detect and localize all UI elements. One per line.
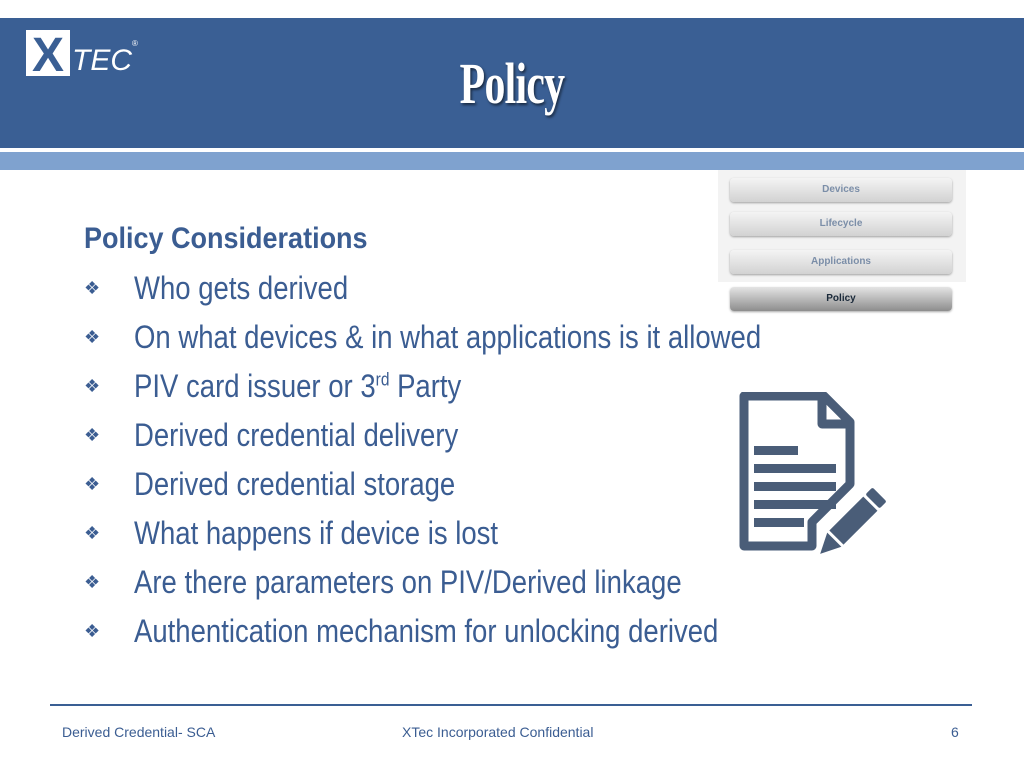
bullet-text: Are there parameters on PIV/Derived linkage (134, 564, 682, 600)
bullet-diamond-icon: ❖ (84, 278, 101, 298)
bullet-text (134, 368, 461, 405)
nav-item-applications[interactable]: Applications (730, 250, 952, 274)
nav-item-policy[interactable]: Policy (730, 287, 952, 311)
footer-left-text: Derived Credential- SCA (62, 724, 216, 740)
list-item (84, 264, 863, 313)
footer-center-text: XTec Incorporated Confidential (402, 724, 594, 740)
list-item (84, 558, 863, 607)
nav-item-devices[interactable]: Devices (730, 178, 952, 202)
bullet-diamond-icon: ❖ (84, 523, 101, 543)
section-heading: Policy Considerations (84, 222, 368, 255)
footer-divider (50, 704, 972, 706)
bullet-text: Who gets derived (134, 270, 349, 306)
bullet-text: What happens if device is lost (134, 515, 499, 551)
bullet-text-main: PIV card issuer or 3 (134, 368, 376, 404)
bullet-diamond-icon: ❖ (84, 572, 101, 592)
header-accent-band (0, 152, 1024, 170)
bullet-diamond-icon: ❖ (84, 474, 101, 494)
bullet-diamond-icon: ❖ (84, 621, 101, 641)
page-number: 6 (951, 724, 959, 740)
slide-title: Policy (459, 51, 565, 116)
bullet-text: Derived credential delivery (134, 417, 459, 453)
list-item (84, 607, 863, 656)
xtec-logo (24, 26, 144, 80)
bullet-diamond-icon: ❖ (84, 327, 101, 347)
logo-text: TEC (72, 44, 132, 77)
list-item (84, 313, 863, 362)
bullet-diamond-icon: ❖ (84, 425, 101, 445)
bullet-diamond-icon: ❖ (84, 376, 101, 396)
bullet-text: Derived credential storage (134, 466, 456, 502)
bullet-text-tail: Party (389, 368, 462, 404)
logo-mark: X (31, 29, 65, 80)
bullet-text: On what devices & in what applications is it allowed (134, 319, 762, 355)
bullet-text: Authentication mechanism for unlocking derived (134, 613, 719, 649)
top-margin (0, 0, 1024, 18)
document-edit-icon (732, 392, 892, 560)
nav-item-lifecycle[interactable]: Lifecycle (730, 212, 952, 236)
logo-registered: ® (132, 39, 138, 48)
superscript-rd: rd (375, 369, 390, 390)
